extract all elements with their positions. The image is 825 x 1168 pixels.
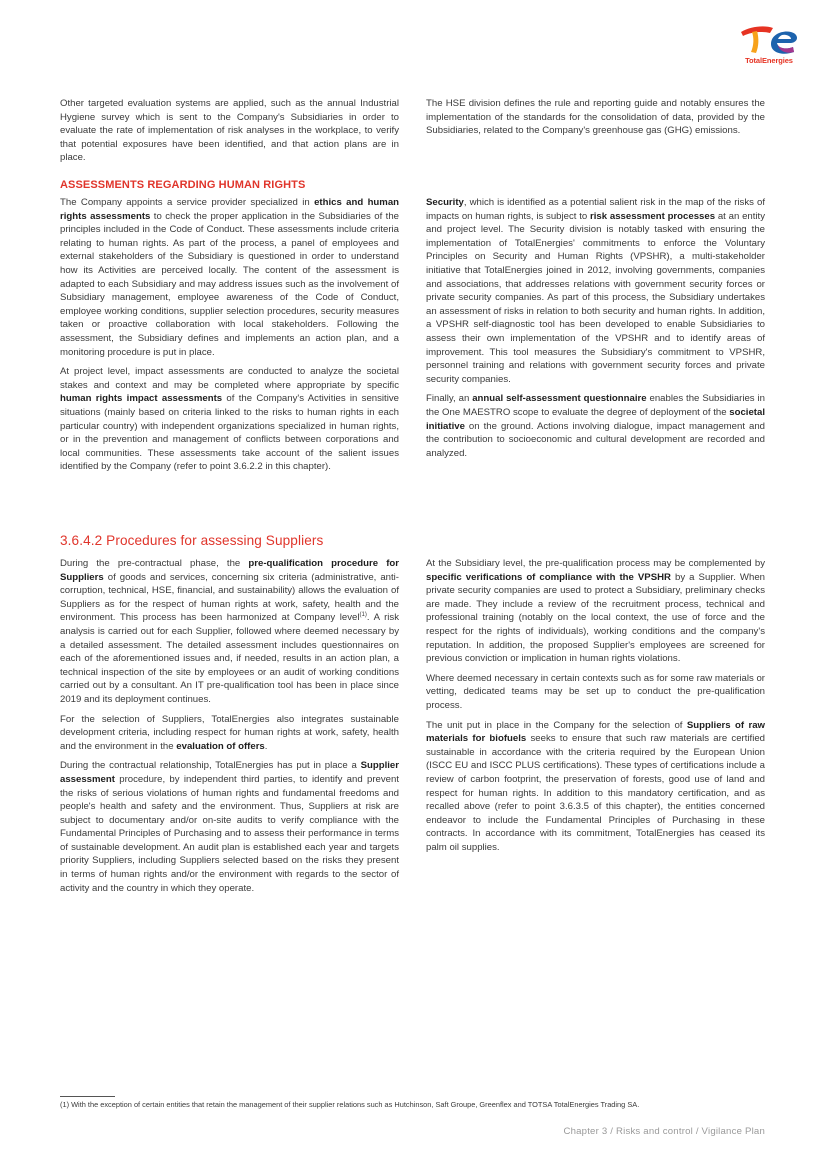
- suppliers-left-column: [60, 557, 399, 901]
- logo-mark-icon: [737, 22, 801, 56]
- human-rights-right-column: [426, 196, 765, 466]
- footnote: (1) With the exception of certain entities that retain the management of their supplier relations such as Hutchinson, Saft Groupe, Greenflex and TOTSA TotalEnergies Trading SA.: [60, 1100, 640, 1109]
- paragraph: Other targeted evaluation systems are applied, such as the annual Industrial Hygiene survey which is sent to the Company's Subsidiaries in order to evaluate the rate of implementation of risk analyses in the workplace, to verify that potential exposures have been identified, and that action plans are in place.: [60, 98, 399, 164]
- footnote-ref: (1): [359, 612, 367, 619]
- top-right-column: [426, 97, 765, 144]
- paragraph: The Company appoints a service provider specialized in ethics and human rights assessments to check the proper application in the Subsidiaries of the principles included in the Code of Conduct. These assessments include criteria relating to human rights. As part of the process, a panel of employees and external stakeholders of the Subsidiary is questioned in order to understand how its Activities are perceived locally. The content of the assessment is adapted to each Subsidiary and may address issues such as the involvement of Subsidiary management, employee awareness of the Code of Conduct, employee working conditions, supplier selection procedures, security measures taken or proactive collaboration with local stakeholders. Following the assessment, the Subsidiary defines and implements an action plan, and a monitoring procedure is put in place.: [60, 197, 400, 358]
- human-rights-left-column: [60, 196, 399, 480]
- logo-wordmark: TotalEnergies: [745, 56, 793, 65]
- page-footer: Chapter 3 / Risks and control / Vigilance Plan: [563, 1126, 765, 1137]
- paragraph: Where deemed necessary in certain contexts such as for some raw materials or vetting, dedicated teams may be set up to conduct the pre-qualification process.: [426, 672, 765, 711]
- section-heading-human-rights: ASSESSMENTS REGARDING HUMAN RIGHTS: [60, 179, 306, 191]
- paragraph: The unit put in place in the Company for the selection of Suppliers of raw materials for biofuels seeks to ensure that such raw materials are certified sustainable in accordance with the criteria required by the European Union (ISCC EU and ISCC PLUS certifications). These types of certifications include a review of carbon footprint, the preservation of forests, good use of land and respect for human rights. In addition to this mandatory certification, and as recalled above (refer to point 3.6.3.5 of this chapter), the entities concerned endeavor to include the Fundamental Principles of Purchasing in these contracts. In accordance with its commitment, TotalEnergies has ceased its palm oil supplies.: [426, 719, 766, 853]
- paragraph: At the Subsidiary level, the pre-qualification process may be complemented by specific verifications of compliance with the VPSHR by a Supplier. When private security companies are used to protect a Subsidiary, preliminary checks are made. They include a review of the recruitment process, technical and professional training (notably on the local context, the use of force and the respect for the rights of individuals), working conditions and the company's reputation. In addition, the proposed Supplier's employees are screened for previous conviction or implication in human rights violations.: [426, 558, 765, 665]
- top-left-column: [60, 97, 399, 171]
- paragraph: For the selection of Suppliers, TotalEnergies also integrates sustainable development criteria, including respect for human rights at work, safety, health and the environment in the evaluation of offers.: [60, 713, 399, 752]
- paragraph: At project level, impact assessments are conducted to analyze the societal stakes and context and may be completed where appropriate by specific human rights impact assessments of the Company's Activities in sensitive situations (mainly based on criteria linked to the risks to human rights in each particular country) with independent organizations specialized in human rights, or in the prevention and management of conflicts between corporations and local communities. These assessments take account of the salient issues identified by the Company (refer to point 3.6.2.2 in this chapter).: [60, 366, 399, 473]
- paragraph: During the contractual relationship, TotalEnergies has put in place a Supplier assessment procedure, by independent third parties, to identify and prevent the risks of serious violations of human rights and fundamental freedoms and people's health and safety and the environment. Thus, Suppliers at risk are subject to documentary and/or on-site audits to verify compliance with the Fundamental Principles of Purchasing and to assess their performance in terms of sustainable development. An audit plan is established each year and targets priority Suppliers, including Suppliers selected based on the risks they present in terms of human rights and/or the environment with regards to the sector of activity and the country in which they operate.: [60, 760, 399, 894]
- paragraph: During the pre-contractual phase, the pre-qualification procedure for Suppliers of goods and services, concerning six criteria (administrative, anti-corruption, technical, HSE, financial, and sustainability) allows the evaluation of Suppliers as for the respect of human rights at work, safety, health and the environment. This process has been harmonized at Company level$^{(1)}$. A risk analysis is carried out for each Supplier, followed where deemed necessary by a detailed assessment. The detailed assessment includes questionnaires on each of the aforementioned issues and, if needed, results in an action plan, a technical inspection of the site by employees or an audit of working conditions carried out by a consultant. An IT pre-qualification tool has been in place since 2019 and its deployment continues.: [60, 558, 399, 705]
- paragraph: The HSE division defines the rule and reporting guide and notably ensures the implementation of the standards for the consolidation of data, provided by the Subsidiaries, related to the Company's greenhouse gas (GHG) emissions.: [426, 98, 765, 137]
- suppliers-right-column: [426, 557, 765, 860]
- paragraph: Security, which is identified as a potential salient risk in the map of the risks of impacts on human rights, is subject to risk assessment processes at an entity and project level. The Security division is notably tasked with ensuring the implementation of TotalEnergies' commitments to enforce the Voluntary Principles on Security and Human Rights (VPSHR), a multi-stakeholder initiative that TotalEnergies joined in 2012, involving governments, companies and associations, that addresses relations with government security forces or private security companies. As part of this process, the Subsidiary undertakes an assessment of risks in relation to both security and human rights. In addition, a VPSHR self-diagnostic tool has been developed to enable Subsidiaries to assess their own implementation of the VPSHR and to identify areas of improvement. This tool measures the Subsidiary's commitment to VPSHR, personnel training and relations with government security forces and private security companies.: [426, 197, 765, 385]
- totalenergies-logo: [737, 22, 801, 72]
- section-heading-suppliers: 3.6.4.2 Procedures for assessing Suppliers: [60, 533, 324, 548]
- paragraph: Finally, an annual self-assessment questionnaire enables the Subsidiaries in the One MAESTRO scope to evaluate the degree of deployment of the societal initiative on the ground. Actions involving dialogue, impact management and the contribution to socioeconomic and cultural development are recorded and analyzed.: [426, 393, 765, 459]
- footnote-divider: [60, 1096, 115, 1097]
